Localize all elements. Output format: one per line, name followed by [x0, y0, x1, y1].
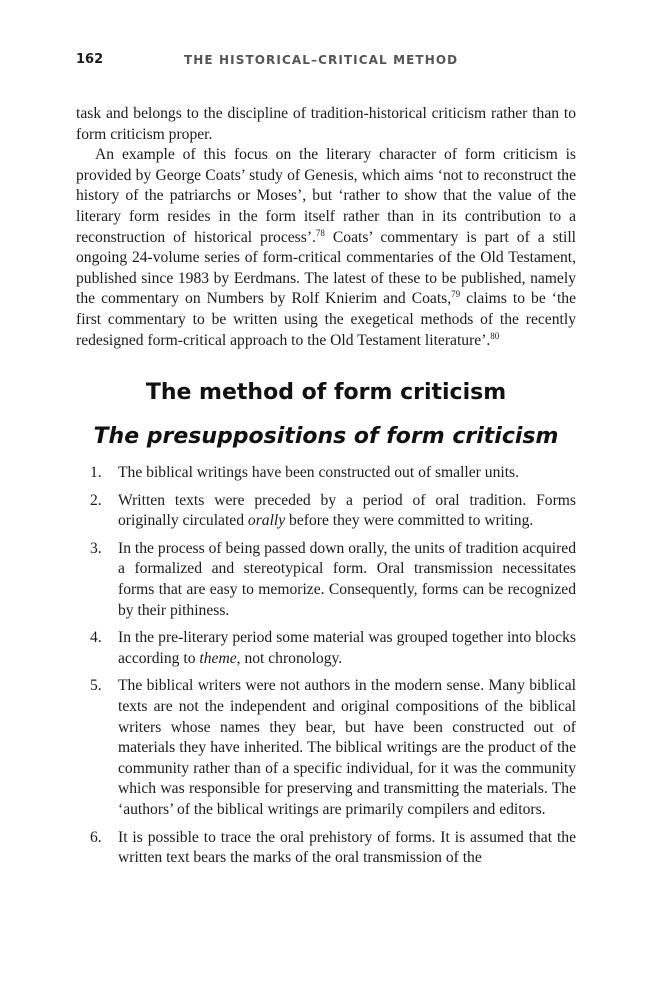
list-item [90, 463, 576, 484]
list-number: 2. [90, 491, 102, 509]
list-item-text: , not chronology. [236, 649, 343, 667]
emphasis: theme [199, 649, 237, 667]
footnote-ref[interactable]: 79 [451, 289, 461, 300]
list-item [90, 491, 576, 532]
section-heading: The method of form criticism [145, 380, 507, 405]
paragraph-continuation: task and belongs to the discipline of tradition-historical criticism rather than to form criticism proper. [76, 105, 576, 143]
list-number: 3. [90, 539, 102, 557]
list-item-text: In the pre-literary period some material was grouped together into blocks according to [118, 629, 576, 667]
list-number: 1. [90, 464, 102, 481]
list-item [90, 628, 576, 669]
paragraph-coats-example [76, 145, 576, 351]
paragraph-text: Coats’ commentary is part of a still ongoing 24-volume series of form-critical commentaries of the Old Testament, published since 1983 by Eerdmans. The latest of these to be published, namely the commentary on Numbers by Rolf Knierim and Coats, [76, 228, 576, 308]
list-item [90, 828, 576, 869]
list-item [90, 539, 576, 621]
list-item-text: Written texts were preceded by a period of oral tradition. Forms originally circulated [118, 491, 576, 530]
list-item-text: In the process of being passed down orally, the units of tradition acquired a formalized and stereotypical form. Oral transmission necessitates forms that are easy to memorize. Consequently, forms can be recognized by their pithiness. [118, 539, 576, 619]
subsection-heading: The presuppositions of form criticism [93, 424, 559, 449]
list-number: 6. [90, 828, 102, 846]
list-item-text: before they were committed to writing. [285, 512, 534, 530]
paragraph-text: An example of this focus on the literary character of form criticism is provided by George Coats’ study of Genesis, which aims ‘not to reconstruct the history of the patriarchs or Moses’, but ‘rather to show that the value of the literary form resides in the form itself rather than in its contribution to a reconstruction of historical process’. [76, 146, 576, 246]
list-item [90, 676, 576, 820]
running-head [76, 52, 576, 72]
paragraph-text: claims to be ‘the first commentary to be written using the exegetical methods of the recently redesigned form-critical approach to the Old Testament literature’. [76, 290, 576, 349]
footnote-ref[interactable]: 78 [315, 227, 325, 238]
page-number: 162 [76, 52, 104, 67]
list-number: 4. [90, 629, 102, 647]
body-text [76, 104, 576, 351]
list-item-text: The biblical writers were not authors in the modern sense. Many biblical texts are not the independent and original compositions of the biblical writers whose names they bear, but have been constructed out of materials they have inherited. The biblical writings are the product of the community rather than of a specific individual, for it was the community which was responsible for preserving and transmitting the materials. The ‘authors’ of the biblical writings are primarily compilers and editors. [118, 677, 576, 818]
presuppositions-list [90, 463, 576, 876]
list-item-text: The biblical writings have been constructed out of smaller units. [118, 464, 519, 481]
list-item-text: It is possible to trace the oral prehistory of forms. It is assumed that the written text bears the marks of the oral transmission of the [118, 828, 576, 867]
emphasis: orally [247, 512, 286, 530]
list-number: 5. [90, 677, 102, 695]
running-title: THE HISTORICAL–CRITICAL METHOD [184, 53, 459, 67]
footnote-ref[interactable]: 80 [490, 330, 500, 341]
